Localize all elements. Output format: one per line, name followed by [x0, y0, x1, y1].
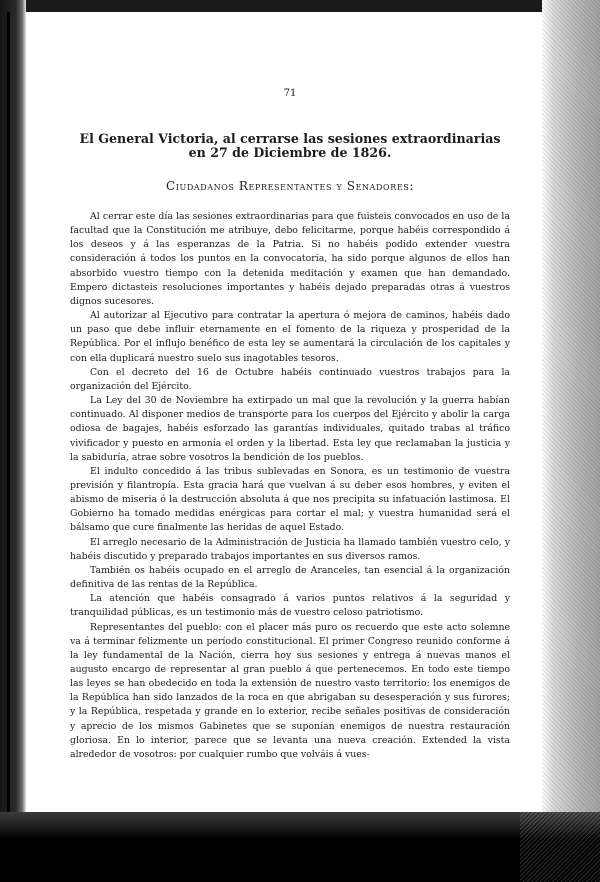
scan-top-edge	[0, 0, 600, 12]
scan-right-edge	[542, 0, 600, 882]
paragraph: El arreglo necesario de la Administración de Justicia ha llamado también vuestro celo, y habéis discutido y preparado trabajos importantes en sus diversos ramos.	[70, 536, 510, 562]
scan-bottom-texture	[520, 812, 600, 882]
scan-binding-line	[7, 12, 10, 882]
salutation: Ciudadanos Representantes y Senadores:	[165, 179, 414, 193]
document-title	[70, 132, 510, 160]
scan-left-edge	[0, 0, 26, 882]
paragraph: Con el decreto del 16 de Octubre habéis continuado vuestros trabajos para la organización del Ejército.	[70, 366, 510, 392]
paragraph: También os habéis ocupado en el arreglo de Aranceles, tan esencial á la organización definitiva de las rentas de la República.	[70, 564, 510, 591]
document-body	[70, 210, 510, 762]
paragraph: La atención que habéis consagrado á varios puntos relativos á la seguridad y tranquilidad públicas, es un testimonio más de vuestro celoso patriotismo.	[70, 593, 510, 619]
paragraph: Al autorizar al Ejecutivo para contratar la apertura ó mejora de caminos, habéis dado un paso que debe influir eternamente en el fomento de la riqueza y prosperidad de la República. Por el influjo benéfico de esta ley se aumentará la circulación de los capitales y con ella duplicará nuestro suelo sus inagotables tesoros.	[70, 310, 510, 364]
document-page	[70, 88, 510, 762]
paragraph: Al cerrar este día las sesiones extraordinarias para que fuisteis convocados en uso de la facultad que la Constitución me atribuye, debo felicitarme, porque habéis correspondido á los deseos y á las esperanzas de la Patria. Si no habéis podido extender vuestra consideración á todos los puntos en la convocatoria, ha sido porque algunos de ellos han absorbido vuestro tiempo con la detenida meditación y examen que han demandado. Empero dictasteis resoluciones importantes y habéis dejado preparadas otras á vuestros dignos sucesores.	[70, 211, 510, 307]
title-line-1: El General Victoria, al cerrarse las sesiones extraordinarias	[79, 131, 501, 146]
paragraph: Representantes del pueblo: con el placer más puro os recuerdo que este acto solemne va á terminar felizmente un período constitucional. El primer Congreso reunido conforme á la ley fundamental de la Nación, cierra hoy sus sesiones y entrega á nuevas manos el augusto encargo de representar al gran pueblo á que pertenecemos. En todo este tiempo las leyes se han obedecido en toda la extensión de nuestro vasto territorio: los enemigos de la República han sido lanzados de la roca en que abrigaban su desesperación y sus furores; y la República, respetada y grande en lo exterior, recibe señales positivas de consideración y aprecio de los mismos Gabinetes que se suponían enemigos de nuestra restauración gloriosa. En lo interior, parece que se levanta una nueva creación. Extended la vista alrededor de vosotros: por cualquier rumbo que volváis á vues-	[70, 621, 510, 760]
paragraph: La Ley del 30 de Noviembre ha extirpado un mal que la revolución y la guerra habían continuado. Al disponer medios de transporte para los cuerpos del Ejército y abolir la carga odiosa de bagajes, habéis esforzado las garantías individuales, quitado trabas al tráfico vivificador y puesto en armonía el orden y la libertad. Esta ley que reclamaban la justicia y la sabiduría, atrae sobre vosotros la bendición de los pueblos.	[70, 395, 510, 463]
page-number: 71	[283, 88, 297, 99]
title-line-2: en 27 de Diciembre de 1826.	[188, 145, 392, 160]
paragraph: El indulto concedido á las tribus sublevadas en Sonora, es un testimonio de vuestra previsión y filantropía. Esta gracia hará que vuelvan á su deber esos hombres, y eviten el abismo de miseria ó la destrucción absoluta á que nos precipita su infatuación lastimosa. El Gobierno ha tomado medidas enérgicas para cortar el mal; y vuestra humanidad será el bálsamo que cure finalmente las heridas de aquel Estado.	[70, 465, 510, 534]
scan-bottom-edge	[0, 812, 600, 882]
